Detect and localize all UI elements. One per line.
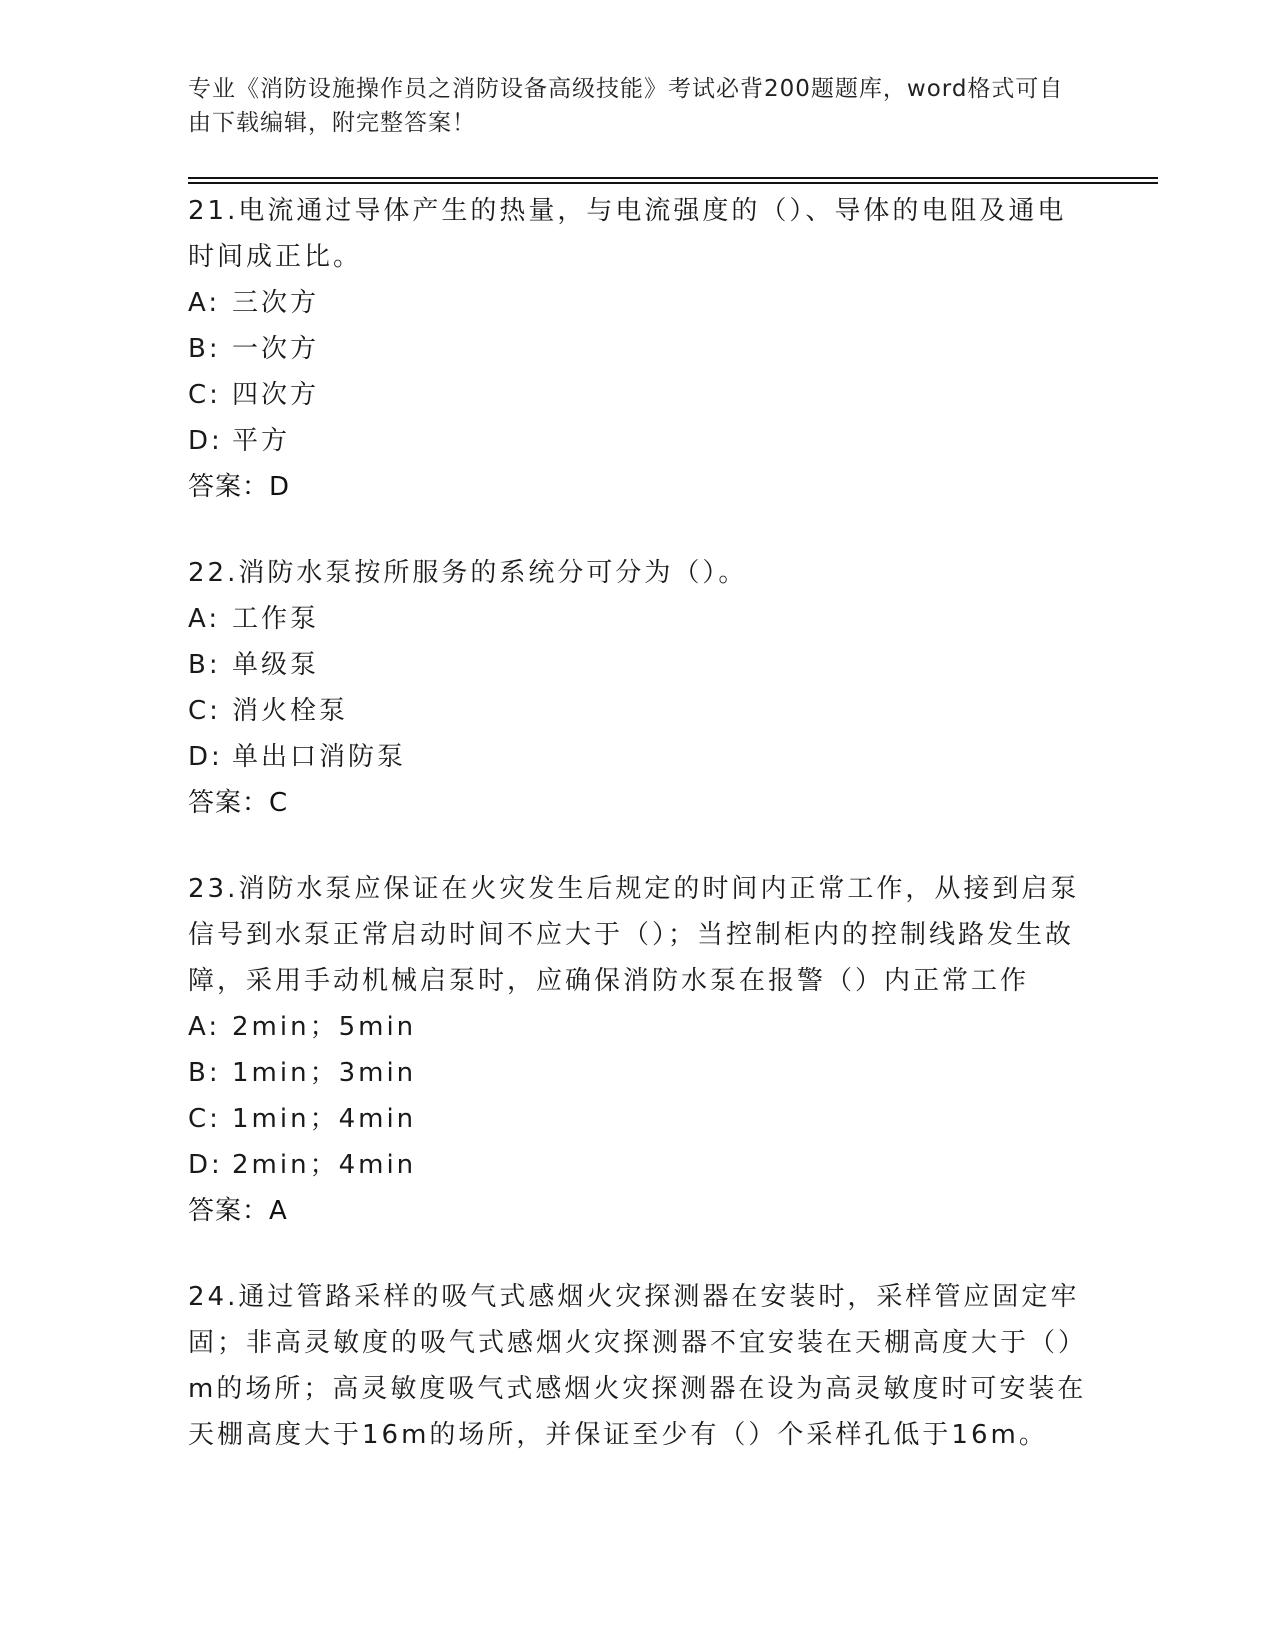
option-b <box>188 1050 1088 1096</box>
option-d <box>188 1142 1088 1188</box>
option-text: 单出口消防泵 <box>232 742 407 772</box>
answer-line: 答案：C <box>188 788 289 818</box>
option-b <box>188 326 1088 372</box>
option-text: 一次方 <box>232 334 320 364</box>
answer-line: 答案：D <box>188 472 291 502</box>
question-stem: 24.通过管路采样的吸气式感烟火灾探测器在安装时，采样管应固定牢固；非高灵敏度的吸气式感烟火灾探测器不宜安装在天棚高度大于（）m的场所；高灵敏度吸气式感烟火灾探测器在设为高灵敏度时可安装在天棚高度大于16m的场所，并保证至少有（）个采样孔低于16m。 <box>188 1282 1088 1450</box>
option-c <box>188 1096 1088 1142</box>
option-text: 消火栓泵 <box>232 696 349 726</box>
option-label: D: <box>188 426 223 456</box>
option-d <box>188 418 1088 464</box>
option-c <box>188 372 1088 418</box>
option-text: 1min；4min <box>232 1104 417 1134</box>
question-stem: 21.电流通过导体产生的热量，与电流强度的（）、导体的电阻及通电时间成正比。 <box>188 196 1067 272</box>
option-text: 平方 <box>232 426 291 456</box>
question-21 <box>188 188 1088 510</box>
option-label: D: <box>188 742 223 772</box>
question-22 <box>188 550 1088 826</box>
option-text: 工作泵 <box>232 604 320 634</box>
document-header: 专业《消防设施操作员之消防设备高级技能》考试必背200题题库，word格式可自由下载编辑，附完整答案！ <box>188 76 1064 136</box>
header-rule-bottom <box>188 182 1158 184</box>
question-list <box>188 188 1088 1484</box>
option-text: 2min；5min <box>232 1012 417 1042</box>
option-label: A: <box>188 288 221 318</box>
question-23 <box>188 866 1088 1234</box>
option-label: D: <box>188 1150 223 1180</box>
option-text: 单级泵 <box>232 650 320 680</box>
option-label: A: <box>188 1012 221 1042</box>
option-label: B: <box>188 650 221 680</box>
option-label: C: <box>188 380 221 410</box>
question-stem: 23.消防水泵应保证在火灾发生后规定的时间内正常工作，从接到启泵信号到水泵正常启动时间不应大于（）；当控制柜内的控制线路发生故障，采用手动机械启泵时，应确保消防水泵在报警（）内正常工作 <box>188 874 1080 996</box>
header-rule-top <box>188 177 1158 179</box>
question-24 <box>188 1274 1088 1458</box>
option-text: 三次方 <box>232 288 320 318</box>
option-a <box>188 596 1088 642</box>
question-stem: 22.消防水泵按所服务的系统分可分为（）。 <box>188 558 748 588</box>
option-label: C: <box>188 1104 221 1134</box>
option-label: A: <box>188 604 221 634</box>
option-b <box>188 642 1088 688</box>
option-c <box>188 688 1088 734</box>
option-label: C: <box>188 696 221 726</box>
option-text: 1min；3min <box>232 1058 417 1088</box>
option-a <box>188 1004 1088 1050</box>
option-text: 四次方 <box>232 380 320 410</box>
option-text: 2min；4min <box>232 1150 417 1180</box>
option-label: B: <box>188 334 221 364</box>
option-d <box>188 734 1088 780</box>
option-a <box>188 280 1088 326</box>
option-label: B: <box>188 1058 221 1088</box>
answer-line: 答案：A <box>188 1196 288 1226</box>
